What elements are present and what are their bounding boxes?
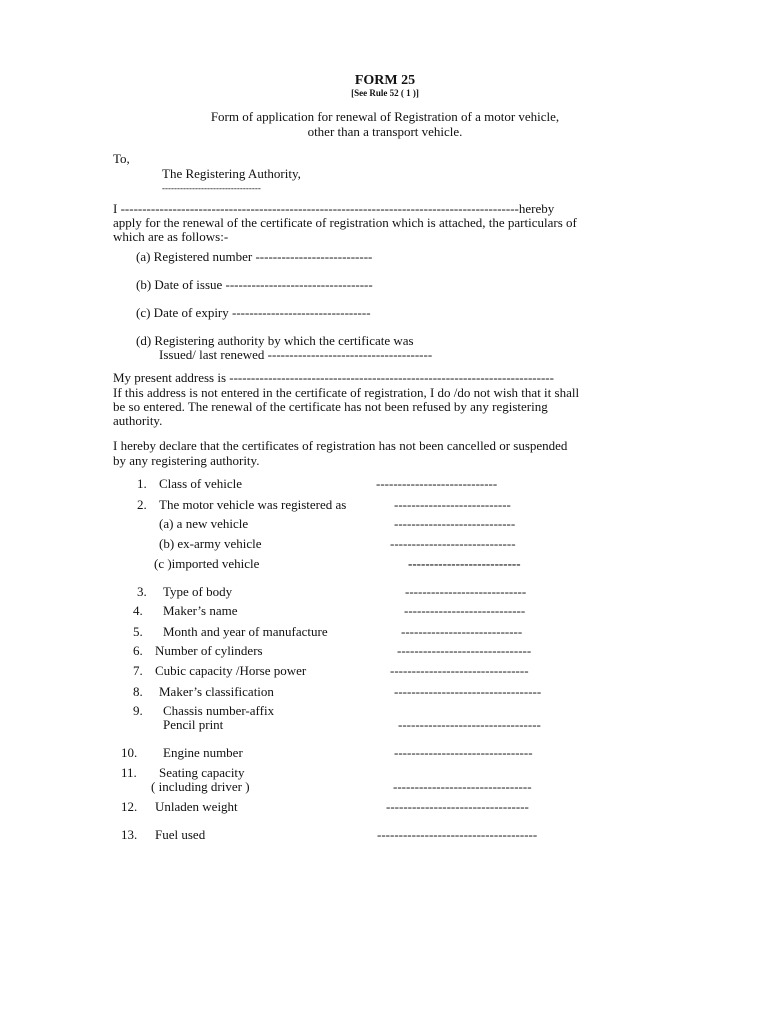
item-label-cubic-capacity: Cubic capacity /Horse power	[155, 663, 307, 678]
item-blank: ----------------------------	[376, 476, 498, 491]
item-blank: ----------------------------	[405, 584, 527, 599]
item-number: 2.	[137, 497, 147, 512]
item-label-ex-army-vehicle: (b) ex-army vehicle	[159, 536, 262, 551]
item-label-month-year-manufacture: Month and year of manufacture	[163, 624, 328, 639]
item-label-including-driver: ( including driver )	[151, 779, 250, 794]
item-number: 10.	[121, 745, 138, 760]
present-address-line: My present address is ---------------------------------------------------------------------------	[113, 370, 554, 385]
item-blank: ----------------------------	[401, 624, 523, 639]
item-blank: -------------------------------------	[377, 827, 538, 842]
intro-line2: apply for the renewal of the certificate of registration which is attached, the particulars of	[113, 215, 577, 230]
item-number: 6.	[133, 643, 143, 658]
declaration-line1: I hereby declare that the certificates of registration has not been cancelled or suspended	[113, 438, 568, 453]
item-label-unladen-weight: Unladen weight	[155, 799, 238, 814]
item-blank: ----------------------------------	[394, 684, 542, 699]
issued-last-renewed-line: Issued/ last renewed --------------------------------------	[159, 347, 433, 362]
item-blank: ---------------------------	[394, 497, 511, 512]
applicant-name-line: I --------------------------------------------------------------------------------------------hereby	[113, 201, 555, 216]
item-blank: ----------------------------	[394, 516, 516, 531]
item-label-class-of-vehicle: Class of vehicle	[159, 476, 243, 491]
item-number: 5.	[133, 624, 143, 639]
registered-number-line: (a) Registered number ---------------------------	[136, 249, 373, 264]
item-blank: ----------------------------	[404, 603, 526, 618]
date-of-expiry-line: (c) Date of expiry --------------------------------	[136, 305, 371, 320]
registering-authority-line: (d) Registering authority by which the certificate was	[136, 333, 414, 348]
authority-blank: ---------------------------------	[162, 183, 261, 193]
form-subtitle-line1: Form of application for renewal of Registration of a motor vehicle,	[210, 109, 560, 124]
item-blank: ---------------------------------	[398, 717, 541, 732]
item-blank: --------------------------------	[390, 663, 529, 678]
item-blank: --------------------------------	[394, 745, 533, 760]
item-label-pencil-print: Pencil print	[163, 717, 224, 732]
intro-line3: which are as follows:-	[113, 229, 229, 244]
item-label-number-of-cylinders: Number of cylinders	[155, 643, 263, 658]
rule-reference: [See Rule 52 ( 1 )]	[351, 88, 419, 98]
item-label-makers-classification: Maker’s classification	[159, 684, 274, 699]
item-number: 8.	[133, 684, 143, 699]
item-number: 13.	[121, 827, 138, 842]
item-label-makers-name: Maker’s name	[163, 603, 238, 618]
authority-label: The Registering Authority,	[162, 166, 301, 181]
item-label-engine-number: Engine number	[163, 745, 243, 760]
item-blank: --------------------------	[408, 556, 521, 571]
address-para-line2: If this address is not entered in the certificate of registration, I do /do not wish that it shall	[113, 385, 580, 400]
item-label-chassis-number: Chassis number-affix	[163, 703, 275, 718]
item-label-seating-capacity: Seating capacity	[159, 765, 245, 780]
form-subtitle-line2: other than a transport vehicle.	[307, 124, 463, 139]
item-blank: -----------------------------	[390, 536, 516, 551]
form-title: FORM 25	[354, 73, 416, 88]
item-blank: -------------------------------	[397, 643, 532, 658]
address-para-line3: be so entered. The renewal of the certificate has not been refused by any registering	[113, 399, 548, 414]
date-of-issue-line: (b) Date of issue ----------------------------------	[136, 277, 373, 292]
item-number: 3.	[137, 584, 147, 599]
item-number: 1.	[137, 476, 147, 491]
item-number: 9.	[133, 703, 143, 718]
item-label-new-vehicle: (a) a new vehicle	[159, 516, 249, 531]
to-label: To,	[113, 151, 130, 166]
item-blank: ---------------------------------	[386, 799, 529, 814]
declaration-line2: by any registering authority.	[113, 453, 260, 468]
item-label-fuel-used: Fuel used	[155, 827, 206, 842]
item-number: 4.	[133, 603, 143, 618]
item-blank: --------------------------------	[393, 779, 532, 794]
item-label-type-of-body: Type of body	[163, 584, 233, 599]
address-para-line4: authority.	[113, 413, 163, 428]
item-number: 7.	[133, 663, 143, 678]
item-number: 11.	[121, 765, 137, 780]
item-label-imported-vehicle: (c )imported vehicle	[154, 556, 260, 571]
item-label-registered-as: The motor vehicle was registered as	[159, 497, 347, 512]
item-number: 12.	[121, 799, 138, 814]
